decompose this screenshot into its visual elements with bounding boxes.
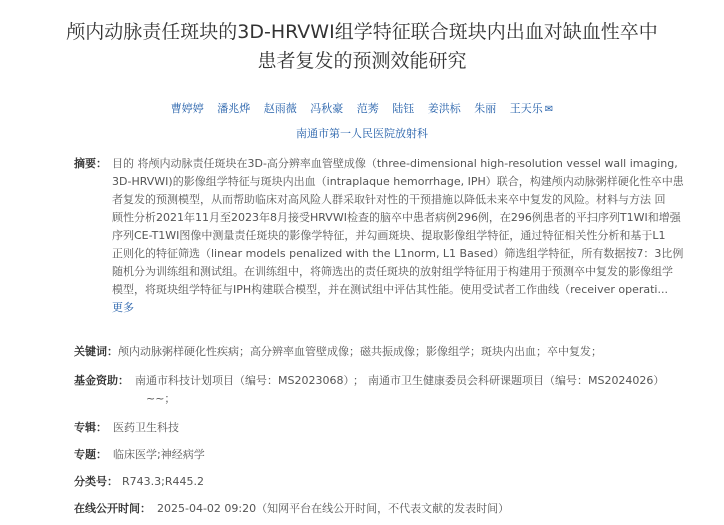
abstract-line: 模型，将斑块组学特征与IPH构建联合模型，并在测试组中评估其性能。使用受试者工作曲线（receiver operati... [112, 283, 668, 296]
author-link[interactable]: 范莠 [356, 102, 379, 115]
online-label: 在线公开时间： [74, 502, 151, 515]
author-link[interactable] [510, 102, 553, 115]
keywords-label: 关键词： [74, 345, 118, 358]
topic-value: 临床医学;神经病学 [113, 448, 205, 461]
series-row [74, 419, 179, 437]
abstract-label [74, 155, 107, 173]
abstract-line: 随机分为训练组和测试组。在训练组中，将筛选出的责任斑块的放射组学特征用于构建用于预测卒中复发的影像组学 [112, 265, 673, 278]
keyword-link[interactable]: 颅内动脉粥样硬化性疾病 [118, 345, 239, 358]
author-link[interactable]: 赵雨薇 [263, 102, 297, 115]
funding-link[interactable]: 南通市卫生健康委员会科研课题项目（编号：MS2024026） [367, 374, 665, 387]
title-line-2: 患者复发的预测效能研究 [257, 50, 467, 72]
online-row [74, 500, 509, 518]
topic-row [74, 446, 205, 464]
topic-label: 专题： [74, 448, 107, 461]
abstract-label-text: 摘要： [74, 157, 107, 170]
author-link[interactable]: 朱丽 [474, 102, 497, 115]
author-list [0, 101, 724, 118]
abstract-line: 顾性分析2021年11月至2023年8月接受HRVWI检查的脑卒中患者病例296例，在296例患者的平扫序列T1WI和增强 [112, 211, 681, 224]
series-label: 专辑： [74, 421, 107, 434]
author-name: 王天乐 [509, 102, 543, 115]
abstract-line: 正则化的特征筛选（linear models penalized with the L1norm, L1 Based）筛选组学特征，所有数据按7：3比例 [112, 247, 684, 260]
funding-tail-text: ~~； [146, 392, 176, 405]
corresponding-author-mail-icon: ✉ [544, 104, 554, 115]
abstract-line: 3D-HRVWI)的影像组学特征与斑块内出血（intraplaque hemorrhage, IPH）联合，构建颅内动脉粥样硬化性卒中患 [112, 175, 684, 188]
online-note: （知网平台在线公开时间，不代表文献的发表时间） [256, 502, 510, 515]
more-link[interactable]: 更多 [112, 301, 134, 314]
affiliation-link[interactable]: 南通市第一人民医院放射科 [296, 127, 428, 140]
keyword-link[interactable]: 卒中复发 [547, 345, 591, 358]
series-value: 医药卫生科技 [113, 421, 179, 434]
classification-row [74, 473, 204, 491]
funding-separator: ； [352, 374, 364, 387]
abstract-line: 序列CE-T1WI图像中测量责任斑块的影像学特征，并勾画斑块、提取影像组学特征，通过特征相关性分析和基于L1 [112, 229, 666, 242]
keyword-link[interactable]: 高分辨率血管壁成像 [250, 345, 349, 358]
funding-row [74, 372, 694, 390]
paper-title [40, 18, 684, 76]
funding-label: 基金资助： [74, 374, 129, 387]
author-link[interactable]: 曹婷婷 [170, 102, 204, 115]
keyword-link[interactable]: 影像组学 [426, 345, 470, 358]
classification-value: R743.3;R445.2 [122, 475, 204, 488]
title-line-1: 颅内动脉责任斑块的3D-HRVWI组学特征联合斑块内出血对缺血性卒中 [66, 21, 658, 43]
author-link[interactable]: 冯秋豪 [310, 102, 344, 115]
abstract-line: 目的 将颅内动脉责任斑块在3D-高分辨率血管壁成像（three-dimensional high-resolution vessel wall imaging, [112, 157, 678, 170]
abstract-text [112, 155, 688, 317]
keyword-link[interactable]: 磁共振成像 [360, 345, 415, 358]
author-link[interactable]: 潘兆烨 [217, 102, 251, 115]
author-link[interactable]: 陆钰 [392, 102, 415, 115]
keywords-row: 关键词：颅内动脉粥样硬化性疾病；高分辨率血管壁成像；磁共振成像；影像组学；斑块内出血；卒中复发； [74, 345, 602, 358]
classification-label: 分类号： [74, 475, 118, 488]
abstract-line: 者复发的预测模型，从而帮助临床对高风险人群采取针对性的干预措施以降低未来卒中复发的风险。材料与方法 回 [112, 193, 666, 206]
keyword-link[interactable]: 斑块内出血 [481, 345, 536, 358]
author-link[interactable]: 姜洪标 [427, 102, 461, 115]
funding-link[interactable]: 南通市科技计划项目（编号：MS2023068） [135, 374, 349, 387]
online-date: 2025-04-02 09:20 [157, 502, 257, 515]
funding-tail [146, 390, 175, 408]
